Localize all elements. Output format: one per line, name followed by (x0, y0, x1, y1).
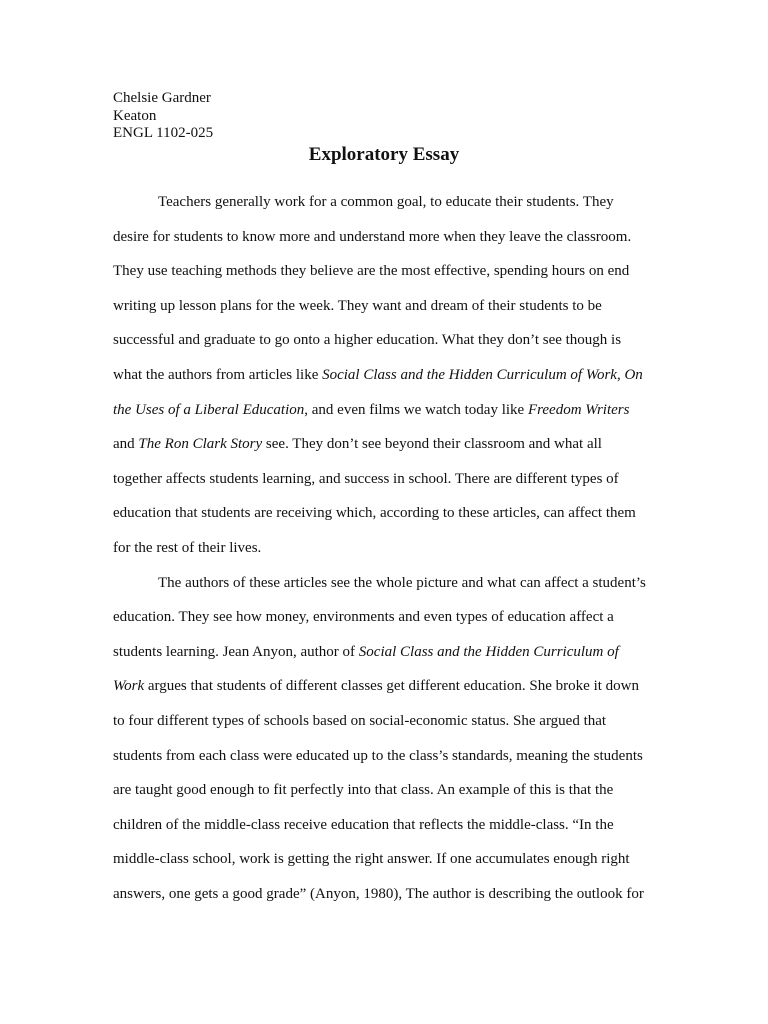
essay-line (113, 773, 653, 808)
italic-title-text: the Uses of a Liberal Education (113, 401, 305, 418)
text-segment: children of the middle-class receive education that reflects the middle-class. “In the (113, 816, 614, 833)
essay-line (113, 289, 653, 324)
essay-line (113, 877, 653, 912)
text-segment: students from each class were educated up to the class’s standards, meaning the students (113, 747, 643, 764)
essay-line (113, 808, 653, 843)
italic-title-text: Freedom Writers (527, 401, 630, 418)
text-segment: middle-class school, work is getting the right answer. If one accumulates enough right (113, 851, 630, 868)
text-segment: education that students are receiving which, according to these articles, can affect them (113, 505, 636, 522)
text-segment: are taught good enough to fit perfectly into that class. An example of this is that the (113, 782, 614, 799)
essay-line (113, 704, 653, 739)
text-segment: together affects students learning, and success in school. There are different types of (113, 470, 619, 487)
text-segment: education. They see how money, environments and even types of education affect a (113, 609, 614, 626)
text-segment: , (616, 366, 625, 383)
essay-line (113, 635, 653, 670)
text-segment: Teachers generally work for a common goal, to educate their students. They (158, 194, 614, 210)
essay-line (113, 254, 653, 289)
essay-line (113, 842, 653, 877)
italic-title-text: On (624, 366, 643, 383)
essay-line (113, 739, 653, 774)
text-segment: see. They don’t see beyond their classroom and what all (262, 436, 602, 453)
instructor-name: Keaton (113, 107, 157, 124)
essay-line (113, 427, 653, 462)
text-segment: They use teaching methods they believe are the most effective, spending hours on end (113, 263, 630, 280)
essay-line (113, 358, 653, 393)
text-segment: for the rest of their lives. (113, 539, 262, 556)
essay-title: Exploratory Essay (308, 144, 460, 165)
essay-body (113, 185, 653, 911)
text-segment: argues that students of different classes get different education. She broke it down (144, 678, 639, 695)
essay-line (113, 185, 653, 220)
text-segment: to four different types of schools based on social-economic status. She argued that (113, 712, 607, 729)
text-segment: desire for students to know more and understand more when they leave the classroom. (113, 228, 632, 245)
essay-line (113, 496, 653, 531)
essay-line (113, 393, 653, 428)
text-segment: , and even films we watch today like (304, 401, 528, 418)
essay-header (113, 90, 213, 143)
italic-title-text: Social Class and the Hidden Curriculum of Work (322, 366, 617, 383)
text-segment: The authors of these articles see the whole picture and what can affect a student’s (158, 574, 646, 591)
text-segment: students learning. Jean Anyon, author of (113, 643, 359, 660)
essay-line (113, 600, 653, 635)
text-segment: and (113, 436, 139, 453)
text-segment: what the authors from articles like (113, 366, 323, 383)
italic-title-text: The Ron Clark Story (138, 436, 263, 453)
text-segment: answers, one gets a good grade” (Anyon, 1980), The author is describing the outlook for (113, 885, 644, 902)
author-name: Chelsie Gardner (113, 90, 211, 106)
essay-line (113, 462, 653, 497)
italic-title-text: Social Class and the Hidden Curriculum of (358, 643, 619, 660)
essay-line (113, 323, 653, 358)
text-segment: writing up lesson plans for the week. They want and dream of their students to be (113, 297, 602, 314)
course-code: ENGL 1102-025 (113, 125, 214, 141)
text-segment: successful and graduate to go onto a higher education. What they don’t see though is (113, 332, 622, 349)
essay-line (113, 566, 653, 601)
essay-line (113, 531, 653, 566)
essay-line (113, 220, 653, 255)
essay-line (113, 669, 653, 704)
italic-title-text: Work (113, 678, 145, 695)
